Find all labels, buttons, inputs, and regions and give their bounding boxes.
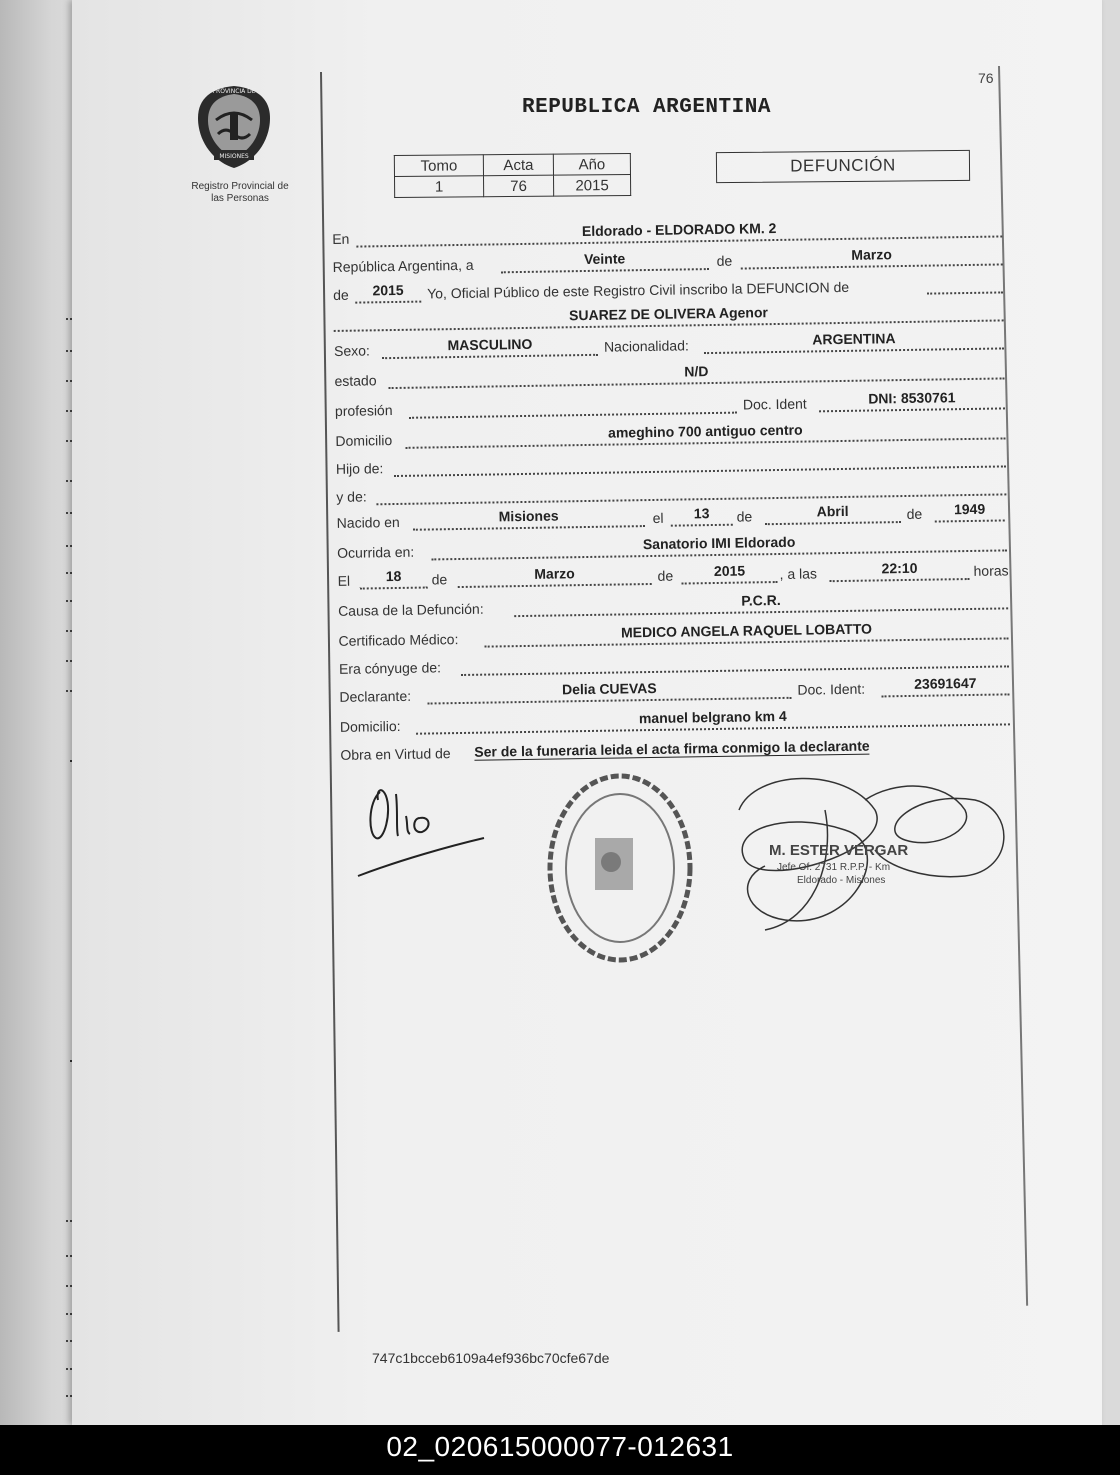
estado-label: estado (334, 372, 377, 389)
signature-lettering: Olio (350, 772, 352, 773)
registry-value-row (395, 174, 631, 197)
ocurrida-value: Sanatorio IMI Eldorado (642, 533, 796, 553)
nacionalidad-value: ARGENTINA (812, 330, 896, 348)
domicilio-label: Domicilio: (339, 717, 401, 735)
logo-bottom-lettering: MISIONES (219, 153, 249, 160)
dia-value: Veinte (583, 250, 626, 268)
logo-caption (170, 181, 310, 205)
nacido-value: Misiones (498, 507, 559, 525)
def-hora-value: 22:10 (881, 559, 918, 577)
logo-caption-line: las Personas (211, 193, 269, 204)
obra-label: Obra en Virtud de (340, 745, 451, 763)
hijo-label: Hijo de: (335, 460, 384, 477)
stamp-name: M. ESTER VERGAR (769, 842, 909, 859)
official-round-seal (545, 772, 695, 964)
def-dia-value: 18 (385, 567, 402, 585)
def-anio-value: 2015 (713, 562, 746, 580)
sexo-value: MASCULINO (447, 335, 533, 354)
nac-anio-value: 1949 (953, 500, 986, 518)
doc-ident-label: Doc. Ident: (797, 680, 866, 698)
registry-anio: 2015 (553, 174, 630, 196)
sexo-label: Sexo: (333, 342, 370, 359)
province-crest-logo (194, 82, 274, 170)
page-number: 76 (978, 70, 994, 86)
document-title: REPUBLICA ARGENTINA (522, 96, 771, 119)
doc-ident-label: Doc. Ident (742, 395, 807, 413)
certificado-value: MEDICO ANGELA RAQUEL LOBATTO (620, 620, 873, 641)
declarante-label: Declarante: (339, 687, 412, 705)
logo-caption-line: Registro Provincial de (191, 181, 289, 192)
certificado-label: Certificado Médico: (338, 631, 459, 649)
conyuge-label: Era cónyuge de: (338, 659, 442, 677)
yde-label: y de: (336, 488, 367, 505)
nac-dia-value: 13 (693, 505, 710, 522)
anio-value: 2015 (372, 281, 404, 299)
doc-ident-value: DNI: 8530761 (868, 389, 956, 407)
logo-top-lettering: PROVINCIA DE (212, 88, 256, 95)
registry-tomo: 1 (395, 176, 484, 198)
registry-header-row (394, 153, 630, 176)
scan-identifier: 02_020615000077-012631 (386, 1431, 734, 1462)
stamp-title: Jefe Of. 2731 R.P.P. - Km (777, 862, 891, 873)
officer-signature-stamp (725, 770, 1015, 940)
declarante-doc-value: 23691647 (914, 674, 977, 692)
registry-header-anio: Año (553, 153, 630, 175)
registry-header-tomo: Tomo (394, 155, 483, 177)
estado-value: N/D (684, 363, 709, 380)
de-label: de (333, 286, 349, 303)
en-value: Eldorado - ELDORADO KM. 2 (581, 219, 777, 240)
def-mes-value: Marzo (534, 565, 575, 582)
domicilio-declarante-value: manuel belgrano km 4 (638, 707, 787, 727)
registry-acta: 76 (484, 175, 554, 197)
de-label: de (657, 567, 674, 584)
de-label: de (906, 505, 923, 522)
nac-mes-value: Abril (816, 502, 849, 520)
el-label: El (337, 572, 351, 589)
horas-label: horas (973, 562, 1009, 579)
de-label: de (716, 252, 733, 269)
registry-table (394, 153, 631, 198)
right-edge-sheet (1100, 0, 1120, 1425)
document-hash: 747c1bcceb6109a4ef936bc70cfe67de (372, 1350, 610, 1366)
obra-value: Ser de la funeraria leida el acta firma conmigo la declarante (474, 737, 870, 760)
causa-label: Causa de la Defunción: (337, 600, 484, 619)
alas-label: , a las (779, 565, 818, 582)
en-label: En (332, 230, 350, 247)
oficial-field (927, 273, 1003, 294)
nacido-label: Nacido en (336, 513, 400, 531)
ocurrida-label: Ocurrida en: (337, 543, 415, 561)
nombre-value: SUAREZ DE OLIVERA Agenor (568, 304, 769, 324)
profesion-label: profesión (334, 402, 393, 419)
de-label: de (431, 571, 448, 588)
el-label: el (652, 509, 664, 526)
domicilio-value: ameghino 700 antiguo centro (607, 421, 803, 441)
declarant-signature (350, 772, 490, 882)
record-type-box: DEFUNCIÓN (716, 150, 970, 183)
de-label: de (736, 508, 753, 525)
republica-label: República Argentina, a (332, 256, 474, 275)
stamp-location: Eldorado - Misiones (797, 875, 886, 886)
causa-value: P.C.R. (741, 591, 781, 609)
nacionalidad-label: Nacionalidad: (603, 337, 689, 355)
domicilio-label: Domicilio (335, 432, 393, 449)
oficial-text: Yo, Oficial Público de este Registro Civil inscribo la DEFUNCION de (427, 278, 850, 302)
registry-header-acta: Acta (483, 154, 553, 176)
declarante-value: Delia CUEVAS (561, 679, 657, 698)
mes-value: Marzo (851, 246, 892, 263)
